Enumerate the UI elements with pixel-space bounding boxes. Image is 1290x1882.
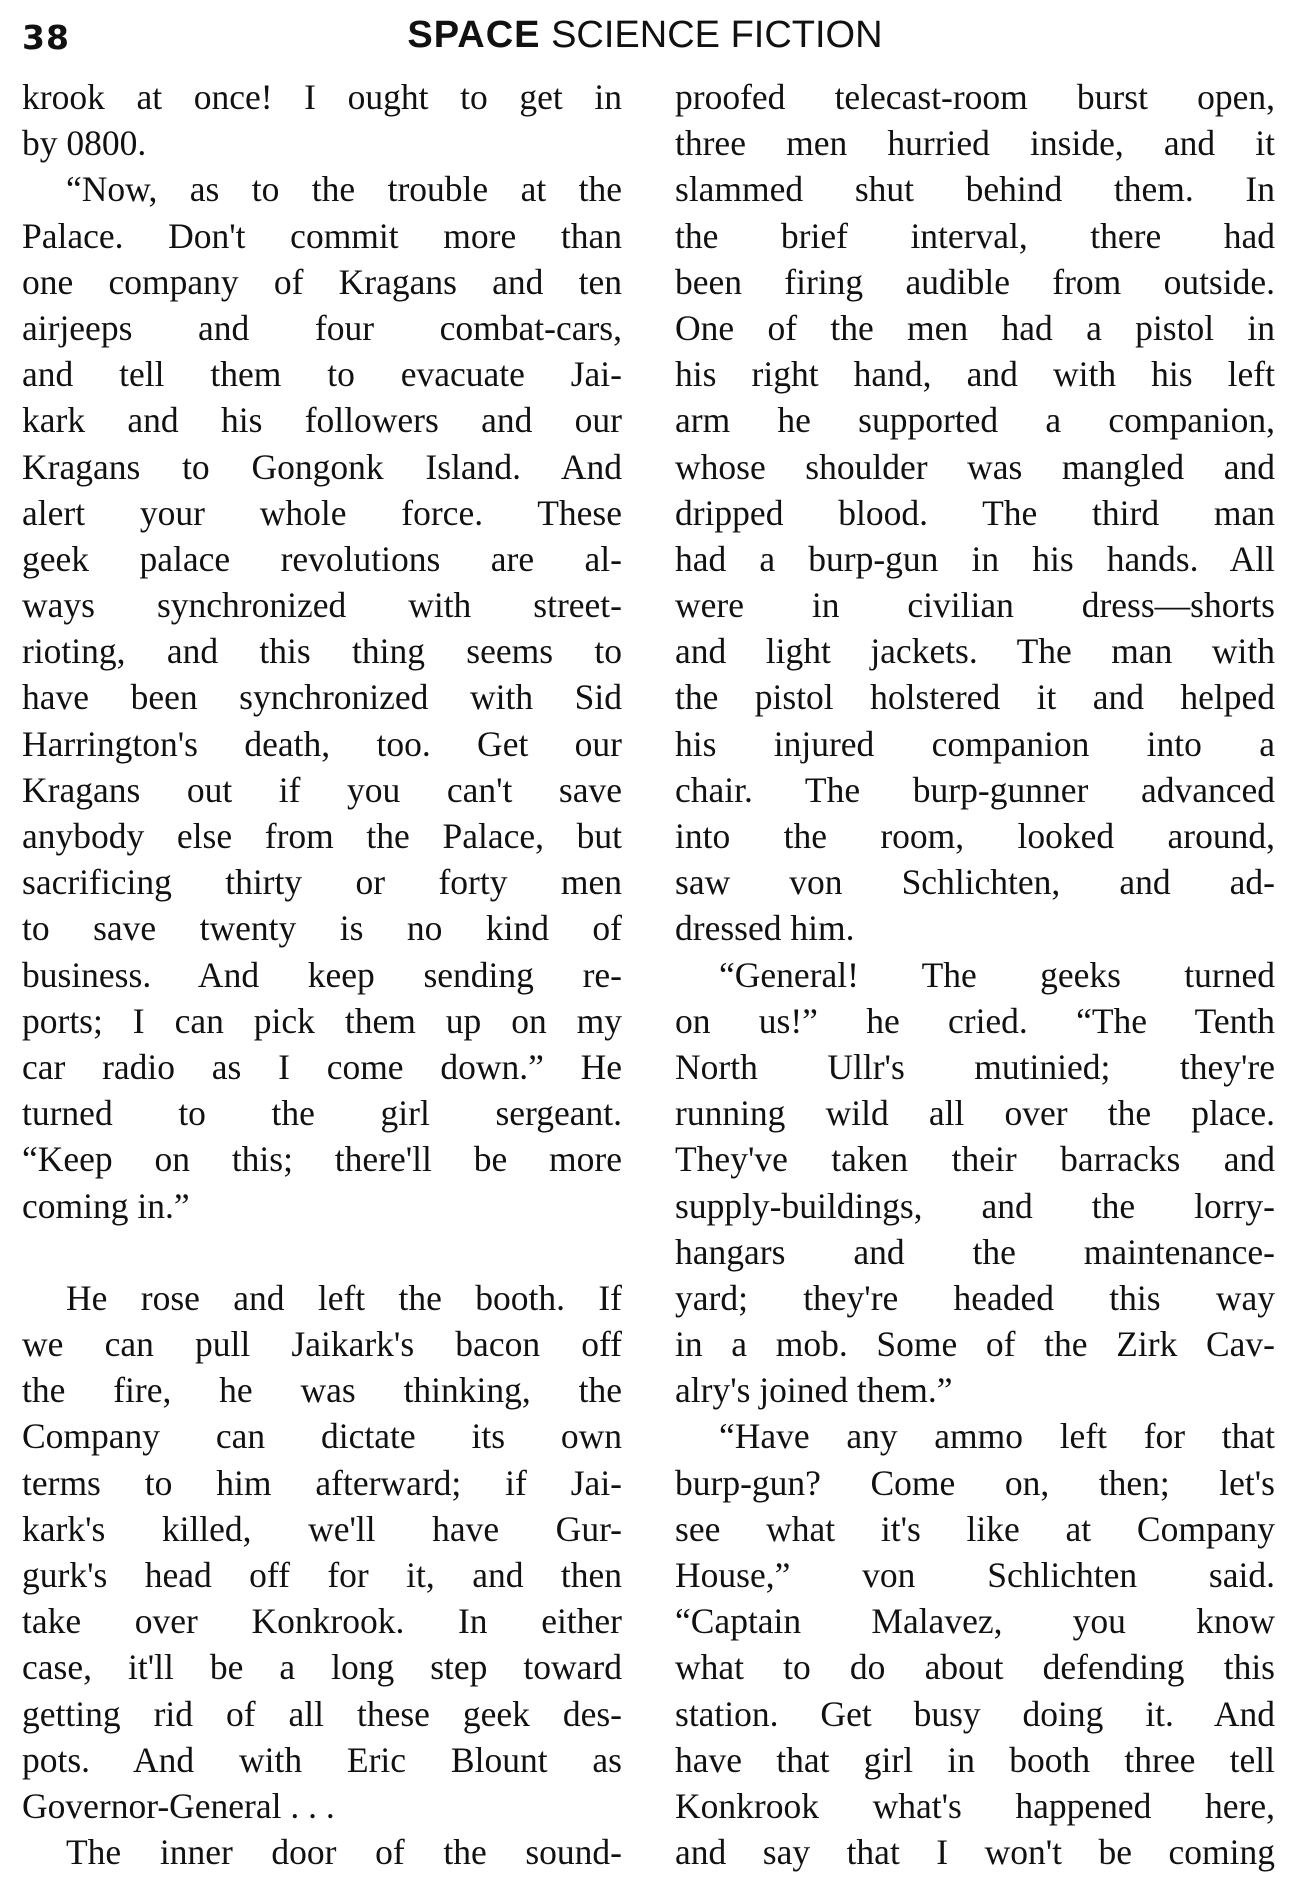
text-line: Palace. Don't commit more than — [22, 215, 622, 256]
text-line: on us!” he cried. “The Tenth — [675, 1000, 1275, 1041]
text-line: rioting, and this thing seems to — [22, 631, 622, 672]
text-line: dripped blood. The third man — [675, 492, 1275, 533]
page-header — [22, 10, 1268, 60]
text-line: have been synchronized with Sid — [22, 677, 622, 718]
text-line: hangars and the maintenance- — [675, 1231, 1275, 1272]
text-line: yard; they're headed this way — [675, 1277, 1275, 1318]
text-line: burp-gun? Come on, then; let's — [675, 1462, 1275, 1503]
text-line: turned to the girl sergeant. — [22, 1093, 622, 1134]
text-line: “General! The geeks turned — [719, 954, 1275, 995]
text-line: One of the men had a pistol in — [675, 307, 1275, 348]
text-line: whose shoulder was mangled and — [675, 446, 1275, 487]
text-line: the fire, he was thinking, the — [22, 1370, 622, 1411]
text-line: kark's killed, we'll have Gur- — [22, 1508, 622, 1549]
text-line: “Keep on this; there'll be more — [22, 1139, 622, 1180]
text-line: Konkrook what's happened here, — [675, 1785, 1275, 1826]
text-line: gurk's head off for it, and then — [22, 1555, 622, 1595]
text-line: running wild all over the place. — [675, 1093, 1275, 1134]
text-line: had a burp-gun in his hands. All — [675, 538, 1275, 579]
text-line: the brief interval, there had — [675, 215, 1275, 256]
text-line: into the room, looked around, — [675, 816, 1275, 856]
text-line: anybody else from the Palace, but — [22, 816, 622, 856]
text-line: House,” von Schlichten said. — [675, 1555, 1275, 1595]
text-line: what to do about defending this — [675, 1647, 1275, 1688]
text-line: by 0800. — [22, 123, 147, 164]
text-line: airjeeps and four combat-cars, — [22, 307, 622, 348]
text-line: in a mob. Some of the Zirk Cav- — [675, 1324, 1275, 1365]
text-line: geek palace revolutions are al- — [22, 538, 622, 579]
text-line: Kragans to Gongonk Island. And — [22, 446, 622, 487]
text-line: his injured companion into a — [675, 723, 1275, 764]
text-line: the pistol holstered it and helped — [675, 677, 1275, 718]
text-line: Kragans out if you can't save — [22, 769, 622, 810]
text-line: we can pull Jaikark's bacon off — [22, 1324, 622, 1365]
text-line: alry's joined them.” — [675, 1370, 953, 1411]
text-line: “Captain Malavez, you know — [675, 1601, 1275, 1642]
running-title-rest: SCIENCE FICTION — [540, 14, 883, 56]
text-line: alert your whole force. These — [22, 492, 622, 533]
text-line: his right hand, and with his left — [675, 354, 1275, 395]
running-title-bold: SPACE — [407, 14, 541, 56]
text-line: The inner door of the sound- — [66, 1832, 622, 1873]
text-line: have that girl in booth three tell — [675, 1739, 1275, 1780]
text-line: case, it'll be a long step toward — [22, 1647, 622, 1688]
text-line: ways synchronized with street- — [22, 585, 622, 626]
text-line: and tell them to evacuate Jai- — [22, 354, 622, 395]
text-line: getting rid of all these geek des- — [22, 1693, 622, 1734]
text-line: see what it's like at Company — [675, 1508, 1275, 1549]
left-text-column — [22, 74, 622, 1875]
text-line: Harrington's death, too. Get our — [22, 723, 622, 764]
text-line: chair. The burp-gunner advanced — [675, 769, 1275, 810]
text-line: car radio as I come down.” He — [22, 1046, 622, 1087]
text-line: Company can dictate its own — [22, 1416, 622, 1457]
text-line: supply-buildings, and the lorry- — [675, 1185, 1275, 1226]
text-line: one company of Kragans and ten — [22, 261, 622, 302]
text-line: ports; I can pick them up on my — [22, 1000, 622, 1041]
text-line: take over Konkrook. In either — [22, 1601, 622, 1642]
text-line: slammed shut behind them. In — [675, 169, 1275, 210]
text-line: business. And keep sending re- — [22, 954, 622, 995]
text-line: proofed telecast-room burst open, — [675, 77, 1275, 117]
text-line: been firing audible from outside. — [675, 261, 1275, 302]
text-line: and light jackets. The man with — [675, 631, 1275, 672]
text-line: station. Get busy doing it. And — [675, 1693, 1275, 1734]
page-number: 38 — [22, 18, 70, 57]
text-line: He rose and left the booth. If — [66, 1277, 622, 1318]
text-line: dressed him. — [675, 908, 855, 949]
text-line: “Have any ammo left for that — [719, 1416, 1275, 1457]
text-line: “Now, as to the trouble at the — [66, 169, 622, 210]
text-line: arm he supported a companion, — [675, 400, 1275, 441]
text-line: sacrificing thirty or forty men — [22, 862, 622, 903]
running-title — [22, 14, 1268, 57]
text-line: to save twenty is no kind of — [22, 908, 622, 949]
text-line: terms to him afterward; if Jai- — [22, 1462, 622, 1503]
text-line: were in civilian dress—shorts — [675, 585, 1275, 626]
paragraph-gap — [22, 1229, 622, 1275]
text-line: Governor-General . . . — [22, 1785, 335, 1826]
text-line: They've taken their barracks and — [675, 1139, 1275, 1180]
text-line: North Ullr's mutinied; they're — [675, 1046, 1275, 1087]
text-line: coming in.” — [22, 1185, 190, 1226]
text-line: and say that I won't be coming — [675, 1832, 1275, 1873]
text-line: krook at once! I ought to get in — [22, 77, 622, 117]
text-line: three men hurried inside, and it — [675, 123, 1275, 164]
text-line: kark and his followers and our — [22, 400, 622, 441]
text-line: pots. And with Eric Blount as — [22, 1739, 622, 1780]
text-line: saw von Schlichten, and ad- — [675, 862, 1275, 903]
right-text-column — [675, 74, 1275, 1875]
